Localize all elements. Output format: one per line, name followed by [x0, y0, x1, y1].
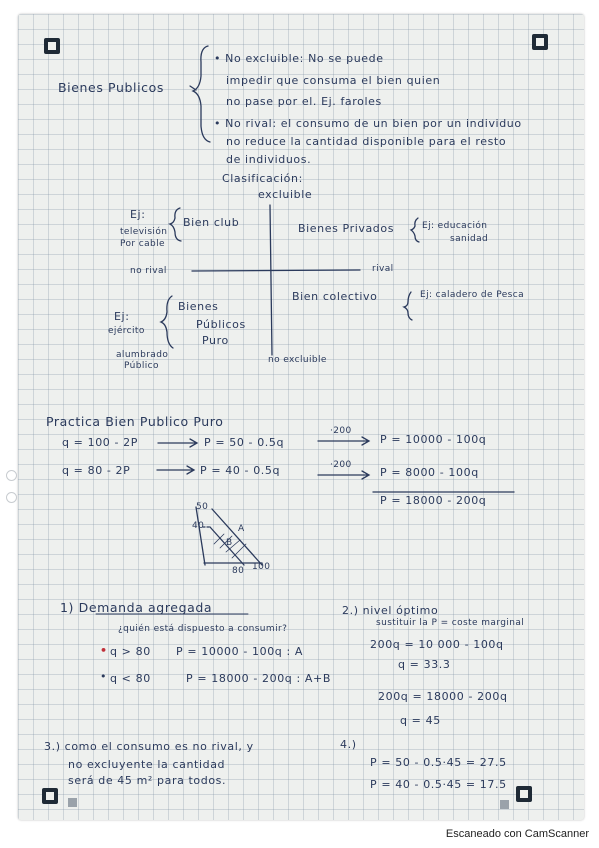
axis-label-rival: rival	[372, 264, 394, 274]
q2-subtitle: sustituir la P = coste marginal	[376, 618, 525, 628]
graph-label-b: B	[226, 538, 233, 548]
axis-label-no-excluible: no excluible	[268, 355, 327, 365]
q1-subtitle: ¿quién está dispuesto a consumir?	[118, 624, 288, 634]
corner-marker-top-left	[44, 38, 60, 54]
axis-label-no-rival: no rival	[130, 266, 167, 276]
q3-line: no excluyente la cantidad	[68, 758, 226, 771]
q2-res2: q = 45	[400, 714, 441, 727]
classification-title: Clasificación:	[222, 172, 303, 185]
scan-square	[68, 798, 77, 807]
q4-line: P = 40 - 0.5·45 = 17.5	[370, 778, 507, 791]
text-line: impedir que consuma el bien quien	[226, 74, 441, 87]
q2-res1: q = 33.3	[398, 658, 451, 671]
graph-label-80: 80	[232, 566, 245, 576]
bien-club-example: televisión	[120, 227, 168, 237]
corner-marker-bottom-right	[516, 786, 532, 802]
axis-label-excluible: excluible	[258, 188, 313, 201]
q4-label: 4.)	[340, 738, 357, 751]
text-line: de individuos.	[226, 153, 312, 166]
text-line: no reduce la cantidad disponible para el resto	[226, 135, 507, 148]
bienes-privados-label: Bienes Privados	[298, 222, 395, 235]
bienes-publicos-ej: ejército	[108, 326, 145, 336]
eq-row2-p: P = 40 - 0.5q	[200, 464, 281, 477]
corner-marker-bottom-left	[42, 788, 58, 804]
graph-label-100: 100	[252, 562, 271, 572]
eq-row2-result: P = 8000 - 100q	[380, 466, 479, 479]
bienes-publicos-extra: Público	[124, 361, 159, 371]
bien-colectivo-label: Bien colectivo	[292, 290, 378, 303]
eq-row2-q: q = 80 - 2P	[62, 464, 131, 477]
q1-bullet: •	[100, 644, 108, 657]
bienes-publicos-ej: Ej:	[114, 310, 130, 323]
q2-eq1: 200q = 10 000 - 100q	[370, 638, 504, 651]
q1-title: 1) Demanda agregada	[60, 600, 213, 615]
q1-case2-eq: P = 18000 - 200q : A+B	[186, 672, 331, 685]
bien-club-label: Bien club	[183, 216, 240, 229]
eq-row1-result: P = 10000 - 100q	[380, 433, 487, 446]
bienes-privados-ej: Ej: educación	[422, 221, 488, 231]
q2-eq2: 200q = 18000 - 200q	[378, 690, 508, 703]
text-line: no pase por el. Ej. faroles	[226, 95, 382, 108]
q1-case1-cond: q > 80	[110, 645, 151, 658]
bienes-publicos-label: Bienes	[178, 300, 219, 313]
graph-label-40: 40	[192, 521, 205, 531]
q3-line: será de 45 m² para todos.	[68, 774, 227, 787]
graph-label-a: A	[238, 524, 245, 534]
binder-hole	[6, 470, 17, 481]
bullet-no-excluible: • No excluible: No se puede	[214, 52, 384, 65]
q3-line: 3.) como el consumo es no rival, y	[44, 740, 254, 753]
bienes-publicos-extra: alumbrado	[116, 350, 169, 360]
q1-case2-bullet: •	[100, 670, 108, 683]
eq-row2-mult: ·200	[330, 460, 352, 470]
q2-title: 2.) nivel óptimo	[342, 604, 439, 617]
graph-label-50: 50	[196, 502, 209, 512]
binder-hole	[6, 492, 17, 503]
bien-colectivo-ej: Ej: caladero de Pesca	[420, 290, 524, 300]
bien-club-example: Por cable	[120, 239, 165, 249]
q4-line: P = 50 - 0.5·45 = 27.5	[370, 756, 507, 769]
bullet-no-rival: • No rival: el consumo de un bien por un individuo	[214, 117, 522, 130]
eq-row1-p: P = 50 - 0.5q	[204, 436, 285, 449]
corner-marker-top-right	[532, 34, 548, 50]
bien-club-ej: Ej:	[130, 208, 146, 221]
eq-row1-mult: ·200	[330, 426, 352, 436]
bienes-publicos-label: Públicos	[196, 318, 246, 331]
practice-title: Practica Bien Publico Puro	[46, 414, 224, 429]
eq-row1-q: q = 100 - 2P	[62, 436, 138, 449]
bienes-privados-ej: sanidad	[450, 234, 489, 244]
bienes-publicos-label: Puro	[202, 334, 229, 347]
scanner-watermark: Escaneado con CamScanner	[445, 828, 589, 840]
q1-case1-eq: P = 10000 - 100q : A	[176, 645, 304, 658]
title-bienes-publicos: Bienes Publicos	[58, 80, 164, 95]
eq-sum-result: P = 18000 - 200q	[380, 494, 487, 507]
scan-square	[500, 800, 509, 809]
q1-case2-cond: q < 80	[110, 672, 151, 685]
